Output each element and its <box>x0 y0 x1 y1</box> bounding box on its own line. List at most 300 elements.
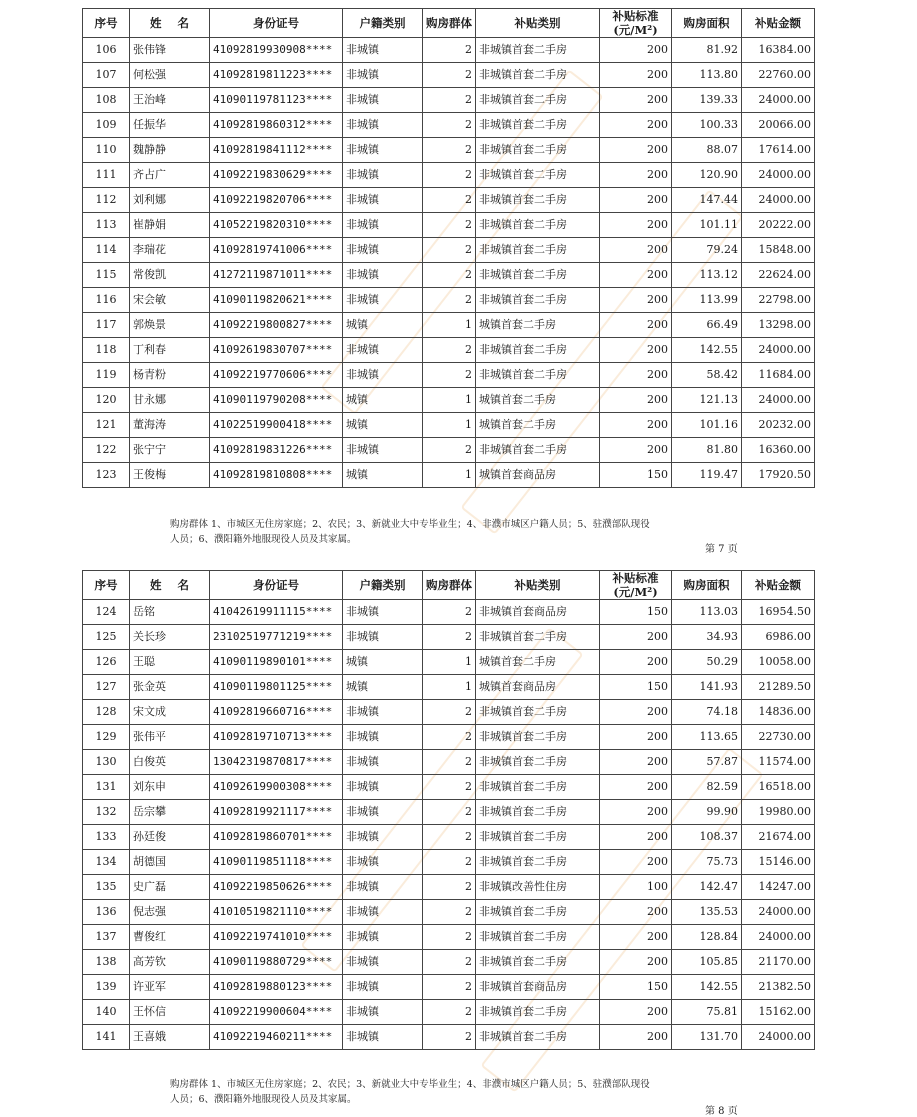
cell-area: 108.37 <box>672 825 742 850</box>
cell-household: 非城镇 <box>343 725 423 750</box>
cell-seq: 130 <box>83 750 130 775</box>
cell-household: 非城镇 <box>343 625 423 650</box>
cell-name: 李瑞花 <box>130 238 210 263</box>
subsidy-table-page-7 <box>82 8 815 488</box>
cell-amount: 21289.50 <box>742 675 815 700</box>
table-row <box>83 950 815 975</box>
cell-standard: 200 <box>600 263 672 288</box>
cell-standard: 150 <box>600 975 672 1000</box>
cell-name: 任振华 <box>130 113 210 138</box>
cell-subsidy-type: 非城镇首套二手房 <box>476 438 600 463</box>
cell-subsidy-type: 城镇首套二手房 <box>476 413 600 438</box>
cell-subsidy-type: 非城镇首套二手房 <box>476 88 600 113</box>
cell-amount: 11684.00 <box>742 363 815 388</box>
cell-area: 79.24 <box>672 238 742 263</box>
cell-seq: 123 <box>83 463 130 488</box>
header-amount: 补贴金额 <box>742 9 815 38</box>
cell-name: 倪志强 <box>130 900 210 925</box>
cell-name: 魏静静 <box>130 138 210 163</box>
table-row <box>83 363 815 388</box>
cell-subsidy-type: 非城镇首套二手房 <box>476 263 600 288</box>
cell-id: 41092219800827**** <box>210 313 343 338</box>
cell-group: 1 <box>423 313 476 338</box>
header-area: 购房面积 <box>672 571 742 600</box>
cell-amount: 21674.00 <box>742 825 815 850</box>
cell-area: 82.59 <box>672 775 742 800</box>
cell-standard: 200 <box>600 413 672 438</box>
cell-name: 何松强 <box>130 63 210 88</box>
cell-amount: 20066.00 <box>742 113 815 138</box>
cell-seq: 112 <box>83 188 130 213</box>
cell-standard: 200 <box>600 338 672 363</box>
cell-group: 2 <box>423 600 476 625</box>
cell-area: 142.55 <box>672 975 742 1000</box>
cell-seq: 127 <box>83 675 130 700</box>
cell-id: 41092819930908**** <box>210 38 343 63</box>
cell-id: 41090119890101**** <box>210 650 343 675</box>
cell-group: 2 <box>423 138 476 163</box>
header-subsidy-type: 补贴类别 <box>476 571 600 600</box>
cell-seq: 129 <box>83 725 130 750</box>
cell-seq: 119 <box>83 363 130 388</box>
header-subsidy-type: 补贴类别 <box>476 9 600 38</box>
cell-amount: 22760.00 <box>742 63 815 88</box>
cell-name: 刘利娜 <box>130 188 210 213</box>
cell-seq: 133 <box>83 825 130 850</box>
cell-area: 141.93 <box>672 675 742 700</box>
cell-name: 高芳钦 <box>130 950 210 975</box>
header-household: 户籍类别 <box>343 571 423 600</box>
table-row <box>83 263 815 288</box>
cell-household: 非城镇 <box>343 63 423 88</box>
cell-subsidy-type: 非城镇首套二手房 <box>476 1000 600 1025</box>
cell-subsidy-type: 非城镇首套二手房 <box>476 38 600 63</box>
cell-id: 41090119801125**** <box>210 675 343 700</box>
cell-id: 41092819710713**** <box>210 725 343 750</box>
cell-group: 2 <box>423 900 476 925</box>
cell-standard: 200 <box>600 38 672 63</box>
cell-area: 101.16 <box>672 413 742 438</box>
cell-id: 41092819860312**** <box>210 113 343 138</box>
cell-id: 41092819741006**** <box>210 238 343 263</box>
cell-amount: 13298.00 <box>742 313 815 338</box>
header-seq: 序号 <box>83 571 130 600</box>
cell-group: 2 <box>423 263 476 288</box>
cell-subsidy-type: 非城镇首套二手房 <box>476 725 600 750</box>
cell-name: 白俊英 <box>130 750 210 775</box>
table-header-row <box>83 9 815 38</box>
cell-household: 非城镇 <box>343 900 423 925</box>
cell-area: 142.47 <box>672 875 742 900</box>
cell-seq: 110 <box>83 138 130 163</box>
cell-area: 105.85 <box>672 950 742 975</box>
cell-subsidy-type: 非城镇首套商品房 <box>476 975 600 1000</box>
cell-name: 曹俊红 <box>130 925 210 950</box>
cell-id: 41092219741010**** <box>210 925 343 950</box>
table-row <box>83 875 815 900</box>
cell-seq: 141 <box>83 1025 130 1050</box>
cell-household: 非城镇 <box>343 1000 423 1025</box>
header-standard-line2: (元/M²) <box>613 585 658 599</box>
cell-amount: 17614.00 <box>742 138 815 163</box>
cell-group: 1 <box>423 650 476 675</box>
cell-subsidy-type: 非城镇首套二手房 <box>476 363 600 388</box>
cell-area: 142.55 <box>672 338 742 363</box>
cell-household: 非城镇 <box>343 163 423 188</box>
cell-group: 2 <box>423 700 476 725</box>
cell-id: 41090119851118**** <box>210 850 343 875</box>
table-row <box>83 438 815 463</box>
cell-subsidy-type: 非城镇首套二手房 <box>476 238 600 263</box>
cell-household: 非城镇 <box>343 850 423 875</box>
header-standard <box>600 571 672 600</box>
cell-standard: 200 <box>600 825 672 850</box>
cell-id: 41092219900604**** <box>210 1000 343 1025</box>
cell-group: 2 <box>423 750 476 775</box>
cell-group: 1 <box>423 388 476 413</box>
cell-id: 41052219820310**** <box>210 213 343 238</box>
table-row <box>83 975 815 1000</box>
group-footnote: 购房群体 1、市城区无住房家庭；2、农民；3、新就业大中专毕业生；4、非濮市城区户籍人员；5、驻濮部队现役人员；6、濮阳籍外地服现役人员及其家属。 <box>170 519 650 545</box>
header-id: 身份证号 <box>210 571 343 600</box>
cell-household: 非城镇 <box>343 950 423 975</box>
cell-name: 张宁宁 <box>130 438 210 463</box>
cell-seq: 128 <box>83 700 130 725</box>
cell-household: 城镇 <box>343 388 423 413</box>
cell-standard: 200 <box>600 700 672 725</box>
cell-household: 非城镇 <box>343 88 423 113</box>
cell-subsidy-type: 非城镇首套二手房 <box>476 900 600 925</box>
cell-seq: 111 <box>83 163 130 188</box>
cell-subsidy-type: 非城镇首套二手房 <box>476 750 600 775</box>
cell-area: 75.81 <box>672 1000 742 1025</box>
cell-id: 41010519821110**** <box>210 900 343 925</box>
cell-id: 13042319870817**** <box>210 750 343 775</box>
header-standard-line1: 补贴标准 <box>612 9 659 23</box>
cell-group: 2 <box>423 188 476 213</box>
cell-name: 杨青粉 <box>130 363 210 388</box>
table-row <box>83 213 815 238</box>
table-row <box>83 625 815 650</box>
table-row <box>83 288 815 313</box>
cell-amount: 24000.00 <box>742 388 815 413</box>
header-household: 户籍类别 <box>343 9 423 38</box>
cell-subsidy-type: 非城镇首套二手房 <box>476 113 600 138</box>
cell-subsidy-type: 非城镇首套二手房 <box>476 163 600 188</box>
cell-seq: 121 <box>83 413 130 438</box>
cell-area: 113.65 <box>672 725 742 750</box>
cell-name: 丁利春 <box>130 338 210 363</box>
table-row <box>83 238 815 263</box>
cell-group: 2 <box>423 238 476 263</box>
cell-household: 城镇 <box>343 675 423 700</box>
cell-household: 非城镇 <box>343 38 423 63</box>
table-row <box>83 188 815 213</box>
cell-household: 城镇 <box>343 650 423 675</box>
cell-area: 131.70 <box>672 1025 742 1050</box>
cell-standard: 200 <box>600 438 672 463</box>
cell-amount: 24000.00 <box>742 1025 815 1050</box>
header-standard-line1: 补贴标准 <box>612 571 659 585</box>
cell-household: 非城镇 <box>343 800 423 825</box>
cell-standard: 200 <box>600 63 672 88</box>
cell-subsidy-type: 城镇首套二手房 <box>476 650 600 675</box>
cell-area: 75.73 <box>672 850 742 875</box>
cell-amount: 16954.50 <box>742 600 815 625</box>
table-row <box>83 700 815 725</box>
cell-area: 119.47 <box>672 463 742 488</box>
cell-area: 34.93 <box>672 625 742 650</box>
cell-area: 113.80 <box>672 63 742 88</box>
header-group: 购房群体 <box>423 571 476 600</box>
cell-area: 113.99 <box>672 288 742 313</box>
header-name: 姓 名 <box>130 9 210 38</box>
cell-id: 41092219830629**** <box>210 163 343 188</box>
cell-standard: 200 <box>600 1000 672 1025</box>
cell-group: 2 <box>423 800 476 825</box>
cell-amount: 14247.00 <box>742 875 815 900</box>
cell-area: 101.11 <box>672 213 742 238</box>
cell-standard: 150 <box>600 463 672 488</box>
table-row <box>83 850 815 875</box>
header-standard <box>600 9 672 38</box>
cell-seq: 136 <box>83 900 130 925</box>
cell-household: 非城镇 <box>343 825 423 850</box>
cell-group: 2 <box>423 825 476 850</box>
cell-subsidy-type: 非城镇改善性住房 <box>476 875 600 900</box>
cell-household: 非城镇 <box>343 1025 423 1050</box>
table-row <box>83 463 815 488</box>
cell-seq: 117 <box>83 313 130 338</box>
cell-amount: 19980.00 <box>742 800 815 825</box>
cell-subsidy-type: 非城镇首套二手房 <box>476 188 600 213</box>
cell-area: 128.84 <box>672 925 742 950</box>
table-row <box>83 900 815 925</box>
cell-group: 2 <box>423 875 476 900</box>
cell-amount: 10058.00 <box>742 650 815 675</box>
cell-household: 非城镇 <box>343 188 423 213</box>
cell-id: 41092819841112**** <box>210 138 343 163</box>
cell-area: 50.29 <box>672 650 742 675</box>
cell-id: 41092819810808**** <box>210 463 343 488</box>
cell-group: 2 <box>423 288 476 313</box>
cell-household: 非城镇 <box>343 925 423 950</box>
table-row <box>83 650 815 675</box>
cell-id: 41092819860701**** <box>210 825 343 850</box>
cell-seq: 107 <box>83 63 130 88</box>
header-seq: 序号 <box>83 9 130 38</box>
cell-name: 岳宗攀 <box>130 800 210 825</box>
cell-standard: 200 <box>600 650 672 675</box>
cell-household: 城镇 <box>343 313 423 338</box>
cell-subsidy-type: 非城镇首套二手房 <box>476 625 600 650</box>
cell-id: 41022519900418**** <box>210 413 343 438</box>
cell-amount: 20222.00 <box>742 213 815 238</box>
cell-area: 66.49 <box>672 313 742 338</box>
cell-standard: 150 <box>600 600 672 625</box>
cell-standard: 200 <box>600 1025 672 1050</box>
cell-group: 2 <box>423 38 476 63</box>
header-area: 购房面积 <box>672 9 742 38</box>
table-row <box>83 413 815 438</box>
cell-seq: 118 <box>83 338 130 363</box>
cell-group: 2 <box>423 163 476 188</box>
table-row <box>83 388 815 413</box>
table-row <box>83 163 815 188</box>
table-row <box>83 825 815 850</box>
cell-name: 张伟锋 <box>130 38 210 63</box>
table-row <box>83 800 815 825</box>
cell-standard: 200 <box>600 900 672 925</box>
cell-name: 王治峰 <box>130 88 210 113</box>
cell-seq: 131 <box>83 775 130 800</box>
cell-group: 2 <box>423 213 476 238</box>
cell-household: 非城镇 <box>343 113 423 138</box>
cell-amount: 14836.00 <box>742 700 815 725</box>
page-number: 第 8 页 <box>705 1106 738 1117</box>
table-body <box>83 38 815 488</box>
cell-group: 2 <box>423 338 476 363</box>
cell-amount: 24000.00 <box>742 900 815 925</box>
cell-id: 41272119871011**** <box>210 263 343 288</box>
cell-id: 41092819660716**** <box>210 700 343 725</box>
table-row <box>83 313 815 338</box>
cell-id: 41090119880729**** <box>210 950 343 975</box>
cell-group: 1 <box>423 675 476 700</box>
cell-id: 41090119820621**** <box>210 288 343 313</box>
cell-name: 孙廷俊 <box>130 825 210 850</box>
table-row <box>83 675 815 700</box>
cell-amount: 11574.00 <box>742 750 815 775</box>
group-footnote: 购房群体 1、市城区无住房家庭；2、农民；3、新就业大中专毕业生；4、非濮市城区户籍人员；5、驻濮部队现役人员；6、濮阳籍外地服现役人员及其家属。 <box>170 1079 650 1105</box>
cell-household: 城镇 <box>343 413 423 438</box>
cell-standard: 200 <box>600 238 672 263</box>
cell-seq: 122 <box>83 438 130 463</box>
cell-seq: 116 <box>83 288 130 313</box>
cell-amount: 16384.00 <box>742 38 815 63</box>
cell-household: 非城镇 <box>343 975 423 1000</box>
cell-amount: 24000.00 <box>742 925 815 950</box>
cell-amount: 15848.00 <box>742 238 815 263</box>
table-row <box>83 338 815 363</box>
cell-name: 宋文成 <box>130 700 210 725</box>
cell-standard: 200 <box>600 925 672 950</box>
cell-group: 2 <box>423 363 476 388</box>
cell-subsidy-type: 城镇首套二手房 <box>476 313 600 338</box>
cell-area: 121.13 <box>672 388 742 413</box>
cell-area: 81.92 <box>672 38 742 63</box>
cell-group: 2 <box>423 775 476 800</box>
cell-standard: 200 <box>600 363 672 388</box>
cell-id: 41092819880123**** <box>210 975 343 1000</box>
cell-amount: 17920.50 <box>742 463 815 488</box>
cell-standard: 200 <box>600 288 672 313</box>
cell-seq: 126 <box>83 650 130 675</box>
cell-amount: 24000.00 <box>742 338 815 363</box>
header-name: 姓 名 <box>130 571 210 600</box>
cell-id: 41092219850626**** <box>210 875 343 900</box>
cell-group: 2 <box>423 88 476 113</box>
cell-standard: 150 <box>600 675 672 700</box>
cell-seq: 134 <box>83 850 130 875</box>
cell-id: 41092819831226**** <box>210 438 343 463</box>
cell-area: 74.18 <box>672 700 742 725</box>
cell-household: 非城镇 <box>343 750 423 775</box>
cell-household: 非城镇 <box>343 363 423 388</box>
table-row <box>83 1025 815 1050</box>
cell-seq: 108 <box>83 88 130 113</box>
cell-standard: 200 <box>600 850 672 875</box>
cell-id: 41042619911115**** <box>210 600 343 625</box>
table-row <box>83 63 815 88</box>
header-id: 身份证号 <box>210 9 343 38</box>
cell-seq: 139 <box>83 975 130 1000</box>
cell-area: 135.53 <box>672 900 742 925</box>
cell-amount: 22730.00 <box>742 725 815 750</box>
cell-standard: 200 <box>600 750 672 775</box>
cell-household: 非城镇 <box>343 213 423 238</box>
cell-id: 41092619900308**** <box>210 775 343 800</box>
cell-name: 关长珍 <box>130 625 210 650</box>
cell-name: 郭焕景 <box>130 313 210 338</box>
cell-name: 董海涛 <box>130 413 210 438</box>
cell-id: 41092219770606**** <box>210 363 343 388</box>
cell-standard: 200 <box>600 950 672 975</box>
cell-id: 41092819921117**** <box>210 800 343 825</box>
table-row <box>83 1000 815 1025</box>
cell-seq: 120 <box>83 388 130 413</box>
table-row <box>83 600 815 625</box>
cell-standard: 200 <box>600 213 672 238</box>
cell-seq: 132 <box>83 800 130 825</box>
cell-standard: 200 <box>600 775 672 800</box>
cell-subsidy-type: 非城镇首套商品房 <box>476 600 600 625</box>
cell-household: 非城镇 <box>343 338 423 363</box>
cell-standard: 200 <box>600 163 672 188</box>
cell-seq: 140 <box>83 1000 130 1025</box>
table-header-row <box>83 571 815 600</box>
cell-seq: 135 <box>83 875 130 900</box>
cell-seq: 137 <box>83 925 130 950</box>
cell-subsidy-type: 非城镇首套二手房 <box>476 775 600 800</box>
cell-id: 41090119781123**** <box>210 88 343 113</box>
cell-name: 王怀信 <box>130 1000 210 1025</box>
table-row <box>83 925 815 950</box>
cell-subsidy-type: 非城镇首套二手房 <box>476 925 600 950</box>
cell-group: 2 <box>423 1000 476 1025</box>
cell-group: 1 <box>423 413 476 438</box>
cell-area: 100.33 <box>672 113 742 138</box>
cell-id: 41092619830707**** <box>210 338 343 363</box>
cell-seq: 113 <box>83 213 130 238</box>
cell-group: 2 <box>423 850 476 875</box>
cell-id: 41092819811223**** <box>210 63 343 88</box>
cell-area: 113.12 <box>672 263 742 288</box>
cell-name: 常俊凯 <box>130 263 210 288</box>
cell-name: 史广磊 <box>130 875 210 900</box>
cell-id: 41090119790208**** <box>210 388 343 413</box>
cell-name: 胡德国 <box>130 850 210 875</box>
cell-group: 1 <box>423 463 476 488</box>
table-row <box>83 38 815 63</box>
cell-name: 张伟平 <box>130 725 210 750</box>
cell-name: 张金英 <box>130 675 210 700</box>
cell-subsidy-type: 非城镇首套二手房 <box>476 63 600 88</box>
cell-group: 2 <box>423 63 476 88</box>
cell-group: 2 <box>423 950 476 975</box>
cell-household: 非城镇 <box>343 438 423 463</box>
cell-subsidy-type: 非城镇首套二手房 <box>476 338 600 363</box>
